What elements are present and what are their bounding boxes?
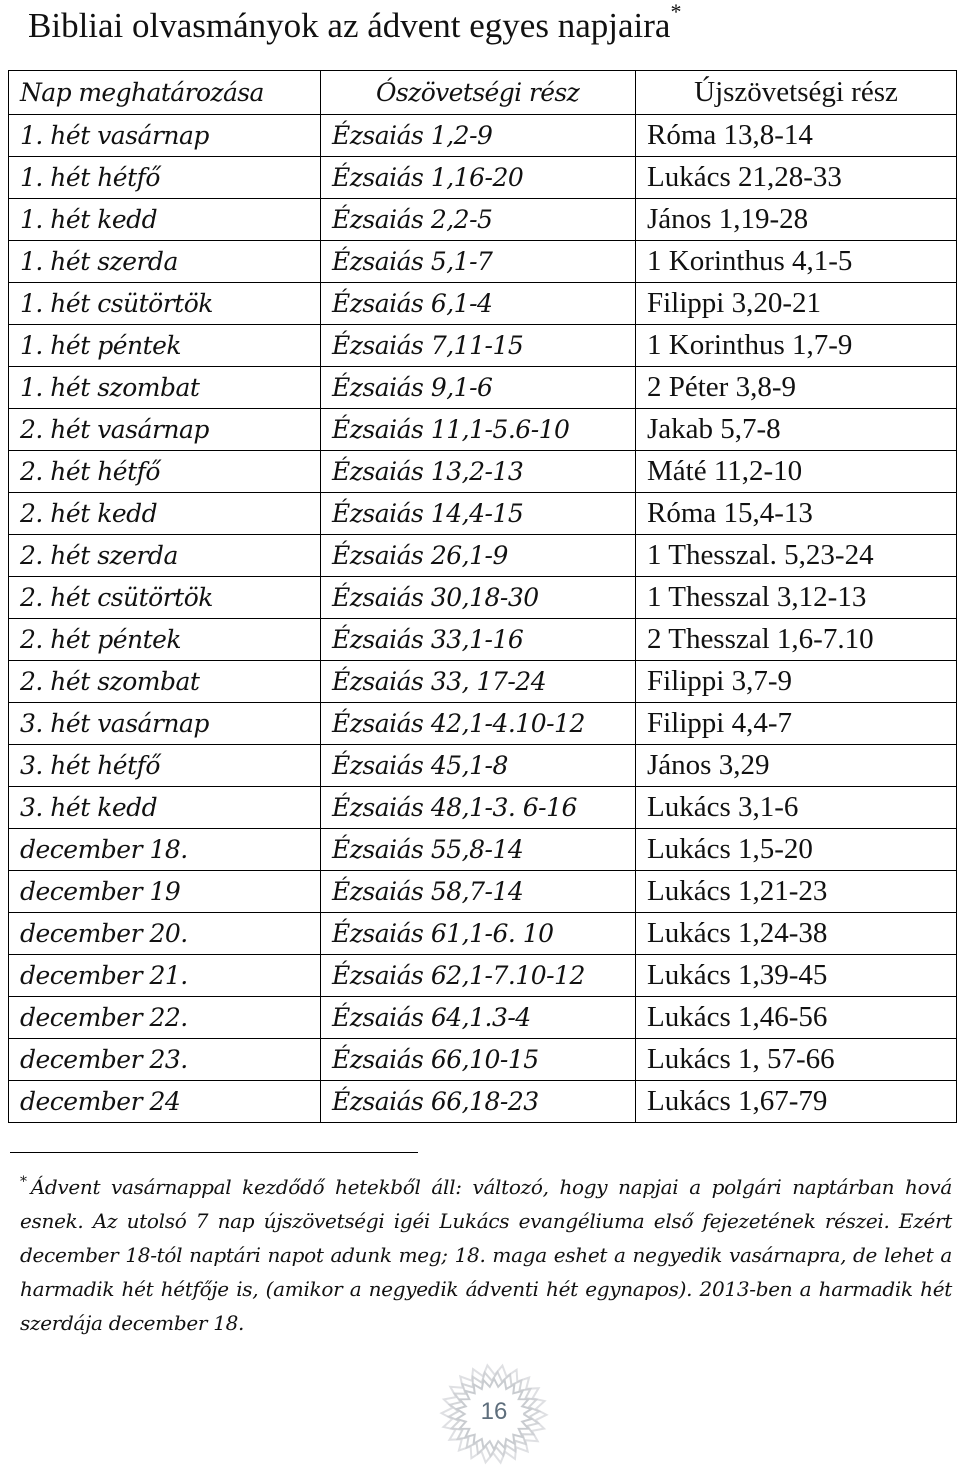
table-row <box>9 997 957 1039</box>
table-row <box>9 1081 957 1123</box>
table-row <box>9 787 957 829</box>
cell-new-testament: 1 Thesszal. 5,23-24 <box>636 535 957 577</box>
header-new-testament: Újszövetségi rész <box>636 71 957 115</box>
cell-day: 1. hét szerda <box>9 241 321 283</box>
cell-day: 2. hét szombat <box>9 661 321 703</box>
cell-old-testament: Ézsaiás 61,1-6. 10 <box>321 913 636 955</box>
cell-day: 3. hét hétfő <box>9 745 321 787</box>
header-old-testament: Ószövetségi rész <box>321 71 636 115</box>
footnote-text: Ádvent vasárnappal kezdődő hetekből áll: változó, hogy napjai a polgári naptárban hová esnek. Az utolsó 7 nap újszövetségi igéi Lukács evangéliuma első fejezetének részei. Ezért december 18-tól naptári napot adunk meg; 18. maga eshet a negyedik vasárnapra, de lehet a harmadik hét hétfője is, (amikor a negyedik ádventi hét egynapos). 2013-ben a harmadik hét szerdája december 18. <box>20 1175 952 1335</box>
cell-day: 2. hét csütörtök <box>9 577 321 619</box>
cell-day: 3. hét kedd <box>9 787 321 829</box>
table-body <box>9 115 957 1123</box>
cell-new-testament: 1 Thesszal 3,12-13 <box>636 577 957 619</box>
table-row <box>9 955 957 997</box>
page-number: 16 <box>480 1398 508 1425</box>
table-row <box>9 661 957 703</box>
table-row <box>9 325 957 367</box>
footnote-mark: * <box>20 1174 27 1190</box>
table-row <box>9 745 957 787</box>
cell-new-testament: Máté 11,2-10 <box>636 451 957 493</box>
cell-new-testament: Róma 13,8-14 <box>636 115 957 157</box>
cell-new-testament: 1 Korinthus 4,1-5 <box>636 241 957 283</box>
cell-old-testament: Ézsaiás 42,1-4.10-12 <box>321 703 636 745</box>
cell-day: 2. hét hétfő <box>9 451 321 493</box>
cell-old-testament: Ézsaiás 45,1-8 <box>321 745 636 787</box>
cell-new-testament: Lukács 1,46-56 <box>636 997 957 1039</box>
cell-day: 1. hét hétfő <box>9 157 321 199</box>
cell-day: december 24 <box>9 1081 321 1123</box>
cell-new-testament: Filippi 4,4-7 <box>636 703 957 745</box>
page-title-text: Bibliai olvasmányok az ádvent egyes napjaira <box>28 6 671 45</box>
page-title <box>28 0 948 48</box>
table-row <box>9 157 957 199</box>
cell-old-testament: Ézsaiás 62,1-7.10-12 <box>321 955 636 997</box>
table-row <box>9 829 957 871</box>
table-row <box>9 241 957 283</box>
header-day: Nap meghatározása <box>9 71 321 115</box>
cell-old-testament: Ézsaiás 58,7-14 <box>321 871 636 913</box>
table-row <box>9 535 957 577</box>
table-row <box>9 703 957 745</box>
cell-day: 1. hét csütörtök <box>9 283 321 325</box>
cell-new-testament: Lukács 1,5-20 <box>636 829 957 871</box>
cell-old-testament: Ézsaiás 14,4-15 <box>321 493 636 535</box>
readings-table <box>8 70 957 1123</box>
table-row <box>9 367 957 409</box>
footnote-divider <box>10 1152 418 1153</box>
cell-day: 1. hét vasárnap <box>9 115 321 157</box>
cell-new-testament: Lukács 1,21-23 <box>636 871 957 913</box>
cell-new-testament: Lukács 1,39-45 <box>636 955 957 997</box>
cell-old-testament: Ézsaiás 33,1-16 <box>321 619 636 661</box>
table-header-row <box>9 71 957 115</box>
cell-old-testament: Ézsaiás 6,1-4 <box>321 283 636 325</box>
table-row <box>9 409 957 451</box>
table-row <box>9 871 957 913</box>
cell-old-testament: Ézsaiás 30,18-30 <box>321 577 636 619</box>
cell-day: december 19 <box>9 871 321 913</box>
table-row <box>9 283 957 325</box>
cell-new-testament: Filippi 3,7-9 <box>636 661 957 703</box>
cell-old-testament: Ézsaiás 1,16-20 <box>321 157 636 199</box>
cell-day: 2. hét vasárnap <box>9 409 321 451</box>
cell-old-testament: Ézsaiás 5,1-7 <box>321 241 636 283</box>
table-row <box>9 199 957 241</box>
cell-old-testament: Ézsaiás 66,18-23 <box>321 1081 636 1123</box>
cell-old-testament: Ézsaiás 2,2-5 <box>321 199 636 241</box>
table-row <box>9 451 957 493</box>
title-footnote-mark: * <box>670 0 682 24</box>
cell-day: 1. hét péntek <box>9 325 321 367</box>
cell-new-testament: Lukács 1,24-38 <box>636 913 957 955</box>
cell-new-testament: 2 Thesszal 1,6-7.10 <box>636 619 957 661</box>
footnote <box>20 1170 952 1340</box>
cell-old-testament: Ézsaiás 64,1.3-4 <box>321 997 636 1039</box>
table-row <box>9 913 957 955</box>
cell-day: december 22. <box>9 997 321 1039</box>
cell-new-testament: Lukács 1,67-79 <box>636 1081 957 1123</box>
cell-day: 1. hét szombat <box>9 367 321 409</box>
cell-new-testament: Róma 15,4-13 <box>636 493 957 535</box>
cell-old-testament: Ézsaiás 11,1-5.6-10 <box>321 409 636 451</box>
cell-old-testament: Ézsaiás 66,10-15 <box>321 1039 636 1081</box>
table-row <box>9 619 957 661</box>
cell-old-testament: Ézsaiás 1,2-9 <box>321 115 636 157</box>
cell-old-testament: Ézsaiás 7,11-15 <box>321 325 636 367</box>
table-row <box>9 115 957 157</box>
cell-new-testament: Jakab 5,7-8 <box>636 409 957 451</box>
cell-old-testament: Ézsaiás 13,2-13 <box>321 451 636 493</box>
cell-day: december 21. <box>9 955 321 997</box>
table-row <box>9 1039 957 1081</box>
cell-new-testament: Lukács 3,1-6 <box>636 787 957 829</box>
cell-day: 1. hét kedd <box>9 199 321 241</box>
cell-new-testament: Lukács 21,28-33 <box>636 157 957 199</box>
cell-new-testament: János 3,29 <box>636 745 957 787</box>
cell-day: 2. hét szerda <box>9 535 321 577</box>
cell-day: 2. hét péntek <box>9 619 321 661</box>
cell-old-testament: Ézsaiás 48,1-3. 6-16 <box>321 787 636 829</box>
cell-day: december 18. <box>9 829 321 871</box>
cell-day: 3. hét vasárnap <box>9 703 321 745</box>
cell-old-testament: Ézsaiás 9,1-6 <box>321 367 636 409</box>
cell-new-testament: 2 Péter 3,8-9 <box>636 367 957 409</box>
cell-day: december 20. <box>9 913 321 955</box>
cell-new-testament: 1 Korinthus 1,7-9 <box>636 325 957 367</box>
cell-old-testament: Ézsaiás 33, 17-24 <box>321 661 636 703</box>
cell-day: december 23. <box>9 1039 321 1081</box>
cell-new-testament: Filippi 3,20-21 <box>636 283 957 325</box>
cell-old-testament: Ézsaiás 26,1-9 <box>321 535 636 577</box>
cell-new-testament: Lukács 1, 57-66 <box>636 1039 957 1081</box>
table-row <box>9 577 957 619</box>
table-row <box>9 493 957 535</box>
cell-new-testament: János 1,19-28 <box>636 199 957 241</box>
cell-old-testament: Ézsaiás 55,8-14 <box>321 829 636 871</box>
cell-day: 2. hét kedd <box>9 493 321 535</box>
